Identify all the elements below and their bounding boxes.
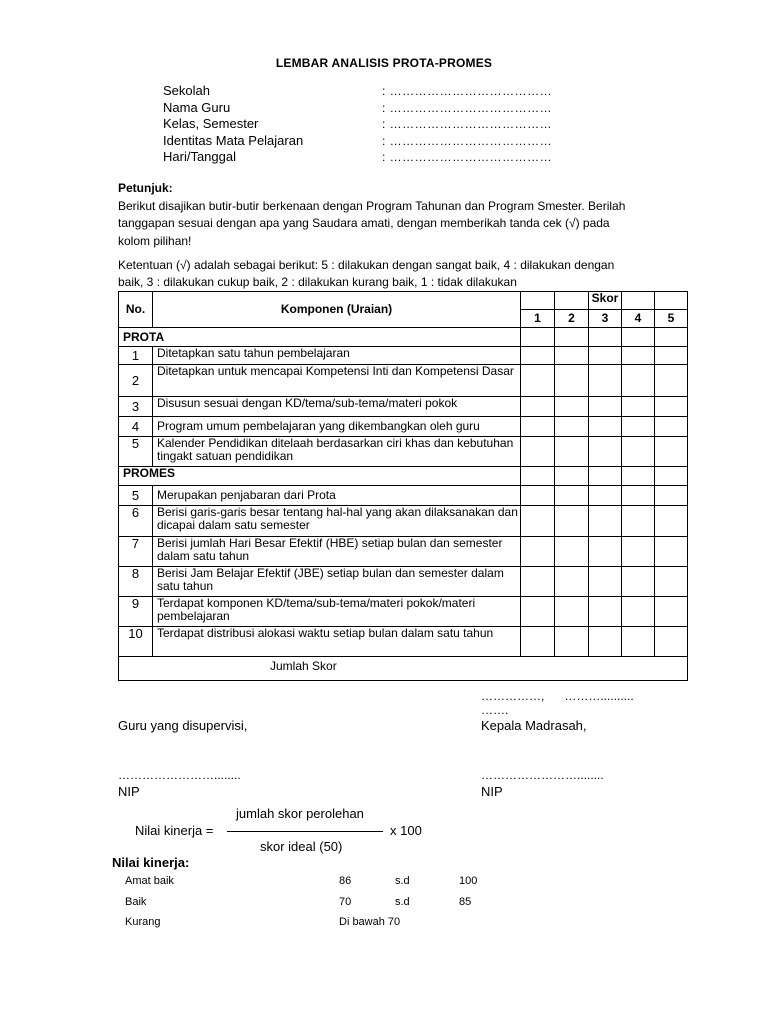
score-cell[interactable] [622, 506, 655, 537]
score-cell[interactable] [589, 627, 622, 657]
grade-sd: s.d [395, 875, 410, 887]
score-cell[interactable] [622, 417, 655, 437]
table-row [119, 486, 688, 506]
score-cell[interactable] [589, 567, 622, 597]
identity-value-kelas-semester: : ………………………………… [382, 117, 553, 131]
score-cell[interactable] [655, 567, 688, 597]
petunjuk-line-2: tanggapan sesuai dengan apa yang Saudara amati, dengan memberikah tanda cek (√) pada [118, 216, 610, 230]
row-number: 3 [119, 397, 153, 417]
score-cell[interactable] [655, 486, 688, 506]
grade-label: Amat baik [125, 875, 174, 887]
score-cell[interactable] [589, 417, 622, 437]
row-number: 10 [119, 627, 153, 657]
identity-value-mata-pelajaran: : ………………………………… [382, 134, 553, 148]
row-number: 2 [119, 365, 153, 397]
identity-label-kelas-semester: Kelas, Semester [163, 116, 259, 131]
score-cell[interactable] [655, 417, 688, 437]
row-text: Terdapat distribusi alokasi waktu setiap bulan dalam satu tahun [153, 627, 521, 657]
score-cell[interactable] [555, 417, 589, 437]
row-text: Ditetapkan satu tahun pembelajaran [153, 347, 521, 365]
identity-value-nama-guru: : ………………………………… [382, 101, 553, 115]
section-prota: PROTA [119, 328, 521, 347]
score-cell[interactable] [555, 437, 589, 467]
score-cell[interactable] [589, 486, 622, 506]
analysis-table [118, 291, 688, 681]
grade-sd: s.d [395, 896, 410, 908]
grade-label: Kurang [125, 916, 161, 928]
guru-label: Guru yang disupervisi, [118, 718, 248, 733]
score-cell[interactable] [555, 506, 589, 537]
score-cell[interactable] [655, 627, 688, 657]
score-cell[interactable] [589, 365, 622, 397]
score-cell[interactable] [622, 537, 655, 567]
row-text: Berisi Jam Belajar Efektif (JBE) setiap bulan dan semester dalam satu tahun [153, 567, 521, 597]
score-cell[interactable] [521, 597, 555, 627]
score-cell[interactable] [589, 437, 622, 467]
petunjuk-line-1: Berikut disajikan butir-butir berkenaan dengan Program Tahunan dan Program Smester. Berilah [118, 199, 626, 213]
score-cell[interactable] [555, 486, 589, 506]
row-text: Berisi garis-garis besar tentang hal-hal yang akan dilaksanakan dan dicapai dalam satu semester [153, 506, 521, 537]
formula-multiplier: x 100 [390, 823, 422, 838]
score-cell[interactable] [622, 437, 655, 467]
score-cell[interactable] [521, 347, 555, 365]
grade-to: 85 [459, 896, 472, 908]
row-number: 4 [119, 417, 153, 437]
identity-label-hari-tanggal: Hari/Tanggal [163, 149, 236, 164]
row-text: Program umum pembelajaran yang dikembangkan oleh guru [153, 417, 521, 437]
score-cell[interactable] [521, 537, 555, 567]
identity-label-mata-pelajaran: Identitas Mata Pelajaran [163, 133, 304, 148]
score-cell[interactable] [655, 347, 688, 365]
row-number: 5 [119, 437, 153, 467]
score-cell[interactable] [521, 417, 555, 437]
jumlah-skor-row [119, 657, 688, 681]
score-header-3: 3 [589, 310, 622, 328]
score-cell[interactable] [655, 506, 688, 537]
score-header-5: 5 [655, 310, 688, 328]
fraction-line [227, 831, 383, 832]
score-cell[interactable] [622, 627, 655, 657]
identity-value-hari-tanggal: : ………………………………… [382, 150, 553, 164]
row-text: Merupakan penjabaran dari Prota [153, 486, 521, 506]
score-cell[interactable] [655, 437, 688, 467]
score-cell[interactable] [521, 437, 555, 467]
row-text: Terdapat komponen KD/tema/sub-tema/materi pokok/materi pembelajaran [153, 597, 521, 627]
nilai-kinerja-heading: Nilai kinerja: [112, 855, 190, 870]
grade-from: 86 [339, 875, 352, 887]
score-cell[interactable] [521, 506, 555, 537]
table-row [119, 537, 688, 567]
ketentuan-line-2: baik, 3 : dilakukan cukup baik, 2 : dilakukan kurang baik, 1 : tidak dilakukan [118, 275, 517, 289]
score-cell[interactable] [655, 397, 688, 417]
row-number: 5 [119, 486, 153, 506]
table-row [119, 506, 688, 537]
score-cell[interactable] [589, 347, 622, 365]
row-text: Ditetapkan untuk mencapai Kompetensi Inti dan Kompetensi Dasar [153, 365, 521, 397]
kepala-label: Kepala Madrasah, [481, 718, 587, 733]
petunjuk-line-3: kolom pilihan! [118, 234, 192, 248]
identity-label-sekolah: Sekolah [163, 83, 210, 98]
score-cell[interactable] [555, 397, 589, 417]
table-row [119, 365, 688, 397]
row-text: Kalender Pendidikan ditelaah berdasarkan ciri khas dan kebutuhan tingakt satuan pendidikan [153, 437, 521, 467]
score-cell[interactable] [622, 567, 655, 597]
score-cell[interactable] [622, 347, 655, 365]
score-cell[interactable] [521, 486, 555, 506]
score-cell[interactable] [555, 537, 589, 567]
score-cell[interactable] [589, 597, 622, 627]
header-komponen: Komponen (Uraian) [153, 292, 521, 328]
score-cell[interactable] [555, 627, 589, 657]
score-cell[interactable] [655, 365, 688, 397]
table-row [119, 347, 688, 365]
petunjuk-heading: Petunjuk: [118, 181, 173, 195]
kepala-signature-line: ……………………........ [481, 768, 604, 782]
table-row [119, 627, 688, 657]
score-cell[interactable] [589, 506, 622, 537]
table-row [119, 437, 688, 467]
grade-to: 100 [459, 875, 478, 887]
score-cell[interactable] [521, 397, 555, 417]
score-cell[interactable] [622, 365, 655, 397]
score-cell[interactable] [622, 597, 655, 627]
score-cell[interactable] [622, 486, 655, 506]
score-cell[interactable] [555, 597, 589, 627]
row-text: Berisi jumlah Hari Besar Efektif (HBE) setiap bulan dan semester dalam satu tahun [153, 537, 521, 567]
table-row [119, 567, 688, 597]
section-promes: PROMES [119, 467, 521, 486]
score-cell[interactable] [521, 365, 555, 397]
identity-value-sekolah: : ………………………………… [382, 84, 553, 98]
grade-label: Baik [125, 896, 147, 908]
row-number: 7 [119, 537, 153, 567]
score-cell[interactable] [555, 347, 589, 365]
score-header-2: 2 [555, 310, 589, 328]
table-row [119, 397, 688, 417]
score-cell[interactable] [622, 397, 655, 417]
identity-label-nama-guru: Nama Guru [163, 100, 231, 115]
score-cell[interactable] [555, 567, 589, 597]
jumlah-skor-label: Jumlah Skor [270, 659, 337, 673]
table-row [119, 597, 688, 627]
ketentuan-line-1: Ketentuan (√) adalah sebagai berikut: 5 : dilakukan dengan sangat baik, 4 : dilakukan dengan [118, 258, 615, 272]
score-cell[interactable] [655, 537, 688, 567]
score-header-4: 4 [622, 310, 655, 328]
grade-from: 70 [339, 896, 352, 908]
score-cell[interactable] [589, 537, 622, 567]
score-cell[interactable] [521, 567, 555, 597]
row-text: Disusun sesuai dengan KD/tema/sub-tema/materi pokok [153, 397, 521, 417]
grade-from: Di bawah 70 [339, 916, 401, 928]
row-number: 1 [119, 347, 153, 365]
header-no: No. [119, 292, 153, 328]
row-number: 6 [119, 506, 153, 537]
row-number: 9 [119, 597, 153, 627]
date-line-1: ……………, ……….......... [481, 689, 634, 703]
header-skor: Skor [589, 292, 622, 310]
score-cell[interactable] [655, 597, 688, 627]
guru-nip: NIP [118, 784, 140, 799]
score-cell[interactable] [589, 397, 622, 417]
score-cell[interactable] [521, 627, 555, 657]
kepala-nip: NIP [481, 784, 503, 799]
formula-left: Nilai kinerja = [135, 823, 214, 838]
table-row [119, 417, 688, 437]
guru-signature-line: ……………………........ [118, 768, 241, 782]
document-title: LEMBAR ANALISIS PROTA-PROMES [275, 56, 493, 70]
date-line-2: ……. [481, 703, 509, 717]
score-header-1: 1 [521, 310, 555, 328]
row-number: 8 [119, 567, 153, 597]
formula-denominator: skor ideal (50) [260, 839, 343, 854]
score-cell[interactable] [555, 365, 589, 397]
formula-numerator: jumlah skor perolehan [236, 806, 364, 821]
